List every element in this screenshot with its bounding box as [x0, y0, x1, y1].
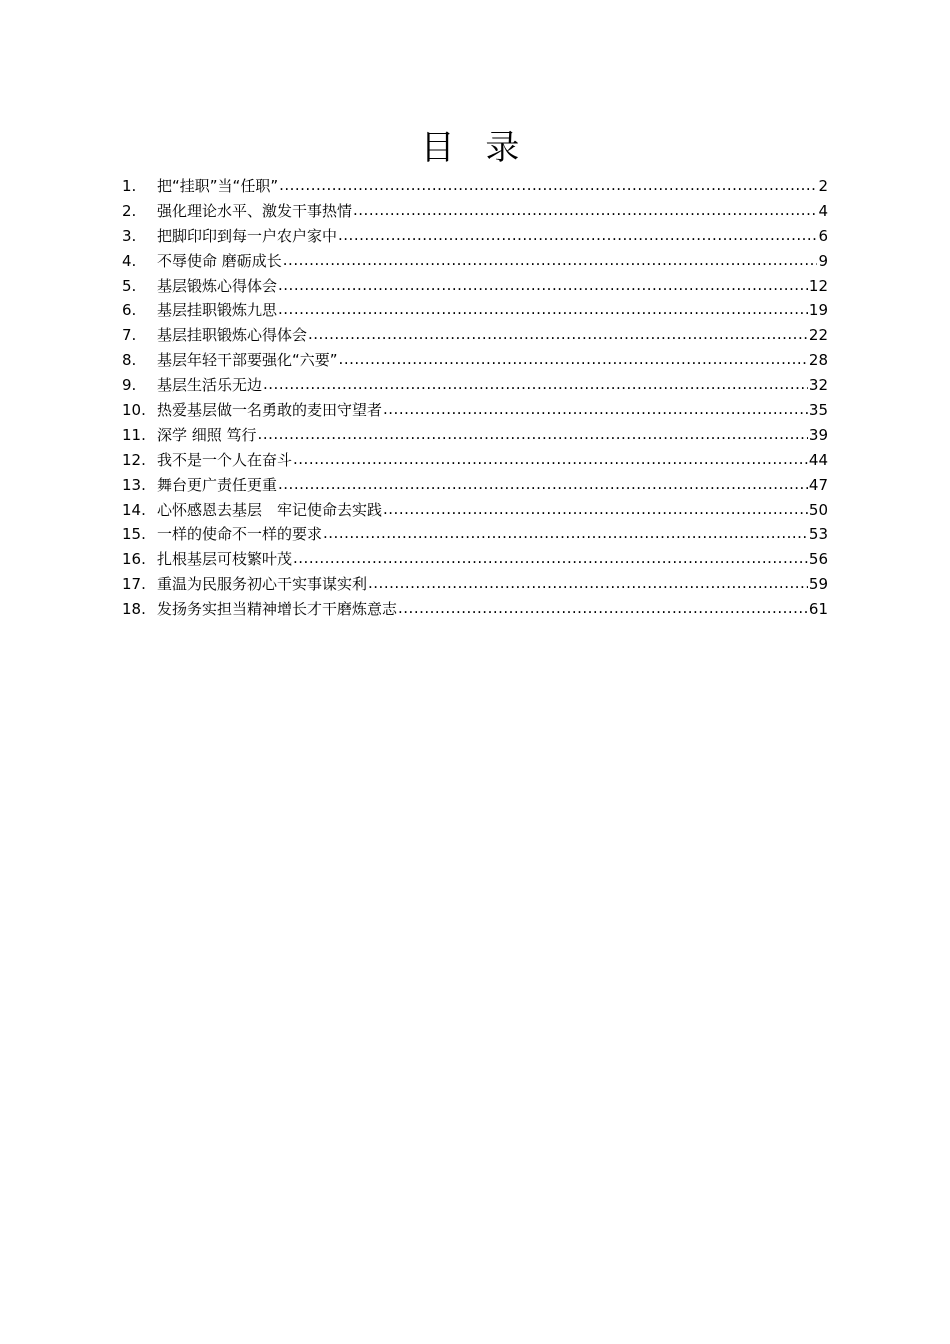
toc-entry[interactable] — [122, 448, 828, 473]
toc-entry[interactable] — [122, 498, 828, 523]
toc-entry-page: 39 — [808, 425, 828, 444]
toc-entry[interactable] — [122, 423, 828, 448]
toc-entry-page: 4 — [818, 201, 828, 220]
toc-entry-page: 56 — [808, 550, 828, 569]
toc-entry-number: 3. — [122, 226, 137, 245]
toc-dot-leader — [368, 571, 808, 596]
toc-dot-leader — [308, 322, 808, 347]
toc-dot-leader — [278, 472, 808, 497]
toc-entry-title: 舞台更广责任更重 — [157, 475, 278, 494]
toc-title: 目 录 — [420, 128, 530, 168]
toc-entry-title: 把脚印印到每一户农户家中 — [157, 226, 338, 245]
toc-entry-page: 53 — [808, 525, 828, 544]
toc-entry[interactable] — [122, 298, 828, 323]
toc-entry-title: 深学 细照 笃行 — [157, 425, 257, 444]
toc-entry-number: 10. — [122, 401, 146, 420]
toc-entry-number: 6. — [122, 301, 137, 320]
toc-entry-number: 4. — [122, 251, 137, 270]
toc-entry-title: 基层挂职锻炼心得体会 — [157, 326, 308, 345]
toc-entry-page: 28 — [808, 351, 828, 370]
toc-entry-number: 13. — [122, 475, 146, 494]
toc-entry[interactable] — [122, 572, 828, 597]
toc-dot-leader — [339, 347, 808, 372]
toc-entry-title: 基层年轻干部要强化“六要” — [157, 351, 338, 370]
toc-entry-page: 44 — [808, 450, 828, 469]
toc-entry-title: 重温为民服务初心干实事谋实利 — [157, 575, 368, 594]
toc-entry-number: 14. — [122, 500, 146, 519]
toc-entry-page: 22 — [808, 326, 828, 345]
toc-entry-page: 19 — [808, 301, 828, 320]
toc-entry-page: 59 — [808, 575, 828, 594]
toc-dot-leader — [279, 173, 817, 198]
toc-entry[interactable] — [122, 199, 828, 224]
toc-entry-page: 61 — [808, 600, 828, 619]
toc-entry-page: 50 — [808, 500, 828, 519]
toc-entry-number: 18. — [122, 600, 146, 619]
toc-entry-number: 16. — [122, 550, 146, 569]
toc-dot-leader — [278, 297, 808, 322]
toc-entry[interactable] — [122, 473, 828, 498]
toc-entry-title: 基层生活乐无边 — [157, 376, 263, 395]
toc-dot-leader — [293, 546, 808, 571]
toc-entry-page: 6 — [818, 226, 828, 245]
toc-entry-page: 35 — [808, 401, 828, 420]
toc-entry-title: 一样的使命不一样的要求 — [157, 525, 323, 544]
toc-entry[interactable] — [122, 323, 828, 348]
toc-entry-page: 2 — [818, 177, 828, 195]
toc-dot-leader — [353, 198, 817, 223]
toc-dot-leader — [283, 248, 818, 273]
toc-entry-number: 11. — [122, 425, 146, 444]
toc-entry-page: 32 — [808, 376, 828, 395]
toc-entry-title: 热爱基层做一名勇敢的麦田守望者 — [157, 401, 383, 420]
toc-entry-title: 我不是一个人在奋斗 — [157, 450, 293, 469]
toc-entry-page: 12 — [808, 276, 828, 295]
toc-entry-number: 5. — [122, 276, 137, 295]
toc-entry[interactable] — [122, 224, 828, 249]
toc-entry[interactable] — [122, 249, 828, 274]
toc-entry-title: 基层挂职锻炼九思 — [157, 301, 278, 320]
toc-entry-number: 17. — [122, 575, 146, 594]
toc-dot-leader — [278, 273, 808, 298]
toc-entry-number: 7. — [122, 326, 137, 345]
toc-list — [122, 174, 828, 622]
toc-entry-page: 47 — [808, 475, 828, 494]
toc-dot-leader — [258, 422, 808, 447]
toc-dot-leader — [293, 447, 808, 472]
toc-dot-leader — [338, 223, 817, 248]
toc-entry-page: 9 — [818, 251, 828, 270]
toc-dot-leader — [383, 397, 808, 422]
toc-entry-title: 不辱使命 磨砺成长 — [157, 251, 282, 270]
toc-entry-number: 9. — [122, 376, 137, 395]
toc-entry-title: 扎根基层可枝繁叶茂 — [157, 550, 293, 569]
toc-entry-title: 基层锻炼心得体会 — [157, 276, 278, 295]
toc-entry-number: 15. — [122, 525, 146, 544]
toc-entry[interactable] — [122, 522, 828, 547]
toc-entry-number: 12. — [122, 450, 146, 469]
toc-entry[interactable] — [122, 398, 828, 423]
toc-entry-title: 心怀感恩去基层 牢记使命去实践 — [157, 500, 383, 519]
toc-entry[interactable] — [122, 274, 828, 299]
toc-entry-title: 强化理论水平、激发干事热情 — [157, 201, 353, 220]
toc-entry-number: 1. — [122, 177, 137, 195]
toc-dot-leader — [323, 521, 808, 546]
toc-entry[interactable] — [122, 348, 828, 373]
toc-entry[interactable] — [122, 597, 828, 622]
toc-entry[interactable] — [122, 174, 828, 199]
toc-dot-leader — [398, 596, 808, 621]
toc-entry-title: 发扬务实担当精神增长才干磨炼意志 — [157, 600, 398, 619]
toc-entry[interactable] — [122, 373, 828, 398]
toc-entry-title: 把“挂职”当“任职” — [157, 177, 279, 195]
toc-entry[interactable] — [122, 547, 828, 572]
toc-entry-number: 2. — [122, 201, 137, 220]
toc-dot-leader — [383, 497, 808, 522]
toc-entry-number: 8. — [122, 351, 137, 370]
toc-dot-leader — [263, 372, 808, 397]
